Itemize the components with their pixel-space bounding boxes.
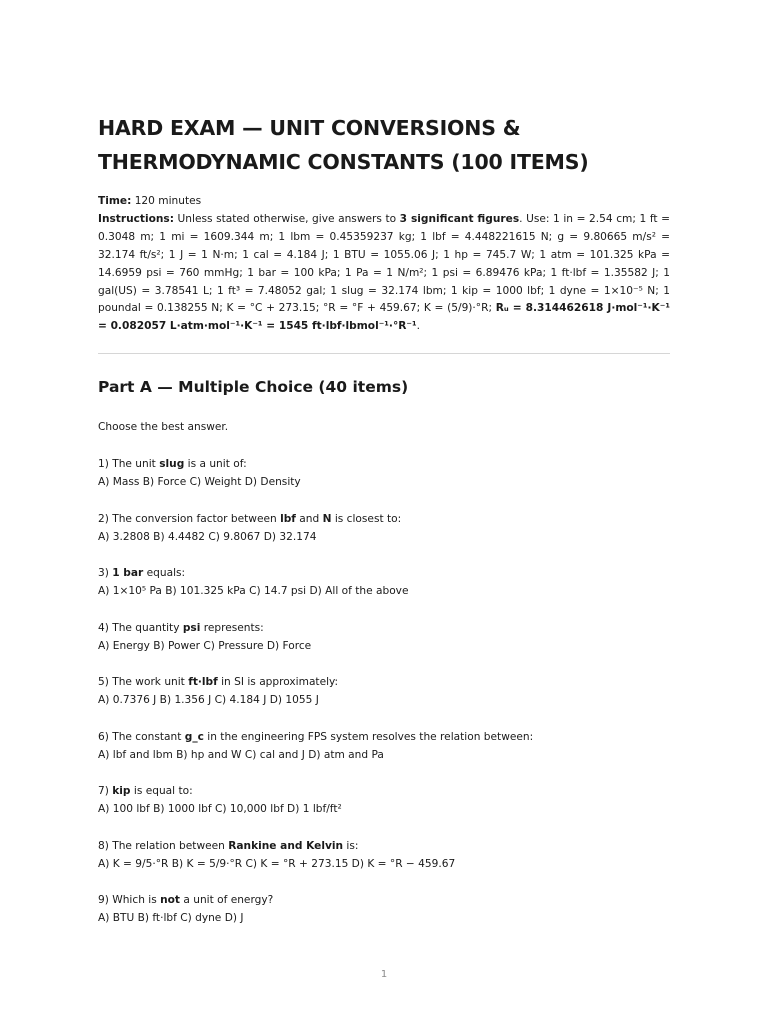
question-8 (98, 837, 670, 873)
question-4 (98, 619, 670, 655)
question-stem: 8) The relation between Rankine and Kelvin is: (98, 839, 359, 852)
instructions-label: Instructions: (98, 212, 174, 225)
question-options: A) 1×10⁵ Pa B) 101.325 kPa C) 14.7 psi D) All of the above (98, 585, 409, 598)
question-options: A) 0.7376 J B) 1.356 J C) 4.184 J D) 1055 J (98, 694, 319, 707)
question-2 (98, 510, 670, 546)
title-line-1: HARD EXAM — UNIT CONVERSIONS & (98, 116, 521, 140)
question-5 (98, 673, 670, 709)
instructions-conversions: . Use: 1 in = 2.54 cm; 1 ft = 0.3048 m; 1 mi = 1609.344 m; 1 lbm = 0.45359237 kg; 1 lbf = 4.448221615 N; g = 9.80665 m/s² = 32.174 ft/s²; 1 J = 1 N·m; 1 cal = 4.184 J; 1 BTU = 1055.06 J; 1 hp = 745.7 W; 1 atm = 101.325 kPa = 14.6959 psi = 760 mmHg; 1 bar = 100 kPa; 1 Pa = 1 N/m²; 1 psi = 6.89476 kPa; 1 ft·lbf = 1.35582 J; 1 gal(US) = 3.78541 L; 1 ft³ = 7.48052 gal; 1 slug = 32.174 lbm; 1 kip = 1000 lbf; 1 dyne = 1×10⁻⁵ N; 1 poundal = 0.138255 N; K = °C + 273.15; °R = °F + 459.67; K = (5/9)·°R; (98, 212, 670, 315)
question-1 (98, 455, 670, 491)
question-options: A) K = 9/5·°R B) K = 5/9·°R C) K = °R + 273.15 D) K = °R − 459.67 (98, 857, 456, 870)
question-stem: 9) Which is not a unit of energy? (98, 894, 274, 907)
time-line (98, 193, 670, 211)
part-a-intro: Choose the best answer. (98, 421, 229, 434)
exam-page (98, 111, 670, 946)
instructions-end: . (416, 320, 421, 333)
time-label: Time: (98, 195, 132, 207)
instructions (98, 211, 670, 336)
instructions-sig-figs: 3 significant figures (399, 212, 520, 225)
question-options: A) 100 lbf B) 1000 lbf C) 10,000 lbf D) 1 lbf/ft² (98, 803, 342, 816)
question-9 (98, 891, 670, 927)
question-stem: 3) 1 bar equals: (98, 567, 186, 580)
time-value: 120 minutes (131, 195, 202, 207)
question-options: A) BTU B) ft·lbf C) dyne D) J (98, 912, 244, 925)
section-divider (98, 353, 670, 354)
page-number: 1 (380, 969, 388, 980)
question-stem: 7) kip is equal to: (98, 785, 193, 798)
question-options: A) 3.2808 B) 4.4482 C) 9.8067 D) 32.174 (98, 530, 317, 543)
question-options: A) Mass B) Force C) Weight D) Density (98, 476, 301, 489)
instructions-gas-constant: Rᵤ = 8.314462618 J·mol⁻¹·K⁻¹ = 0.082057 L·atm·mol⁻¹·K⁻¹ = 1545 ft·lbf·lbmol⁻¹·°R⁻¹ (98, 302, 670, 333)
question-list (98, 455, 670, 927)
question-stem: 5) The work unit ft·lbf in SI is approximately: (98, 676, 339, 689)
title-line-2: THERMODYNAMIC CONSTANTS (100 ITEMS) (98, 150, 589, 174)
instructions-text-1: Unless stated otherwise, give answers to (173, 212, 400, 225)
question-7 (98, 782, 670, 818)
question-stem: 4) The quantity psi represents: (98, 621, 264, 634)
question-stem: 2) The conversion factor between lbf and N is closest to: (98, 512, 402, 525)
question-options: A) lbf and lbm B) hp and W C) cal and J D) atm and Pa (98, 748, 384, 761)
question-options: A) Energy B) Power C) Pressure D) Force (98, 639, 312, 652)
exam-title (98, 111, 670, 179)
question-stem: 1) The unit slug is a unit of: (98, 458, 247, 471)
question-stem: 6) The constant g_c in the engineering FPS system resolves the relation between: (98, 730, 534, 743)
question-3 (98, 564, 670, 600)
part-a-title: Part A — Multiple Choice (40 items) (98, 378, 409, 397)
question-6 (98, 728, 670, 764)
